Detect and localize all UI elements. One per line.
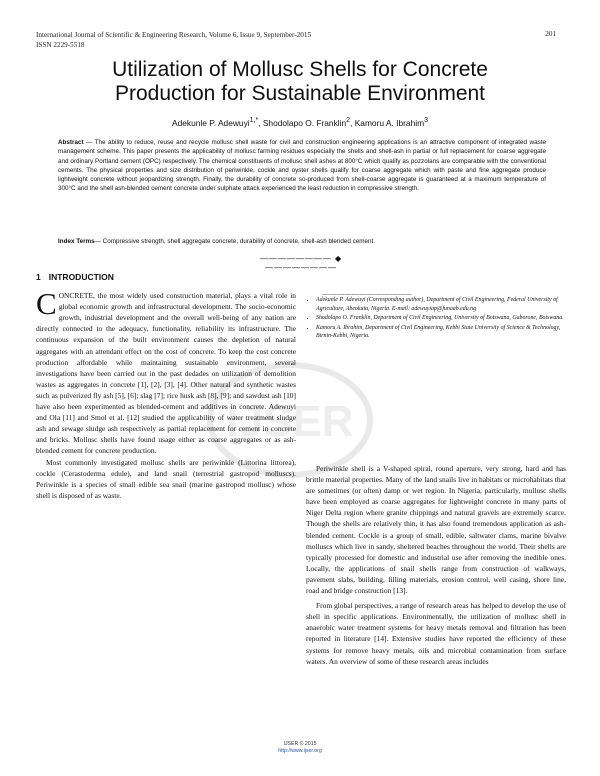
page-number: 201 — [545, 30, 556, 38]
right-column — [306, 463, 566, 667]
author-1: Adekunle P. Adewuyi — [172, 117, 250, 128]
section-number: 1 — [36, 272, 41, 282]
author-2-affil: 2 — [346, 117, 351, 124]
right-paragraph-2: From global perspectives, a range of research areas has helped to develop the use of shell in specific applications. Environmentally, the utilization of mollusc shell in anaerobic water treatment systems for heavy metals removal and filtration has been reported in literature [14]. Extensive studies have reported the efficiency of these systems for remove heavy metals, oils and microbial contamination from surface waters. An overview of some of these research areas includes — [306, 601, 566, 666]
index-terms — [58, 237, 546, 246]
title-line-2: Production for Sustainable Environment — [114, 82, 486, 105]
author-note: • Shodolapo O. Franklin, Department of Civil Engineering, University of Botswana, Gaborone, Botswana. — [316, 314, 566, 323]
intro-paragraph-1-text: ONCRETE, the most widely used construction material, plays a vital role in global economic growth and infrastructural development. The socio-economic growth, industrial development and the overall well-being of any nation are directly connected to the adequacy, functionality, reliability its infrastructure. The continuous expansion of the built environment causes the depletion of natural aggregates with an attendant effect on the cost of concrete. To keep the cost concrete production affordable while maintaining sustainable environment, several investigations have been carried out in the past dedades on utilization of demolition wastes as aggregates in concrete [1], [2], [3], [4]. Other natural and synthetic wastes such as pulverized fly ash [5], [6]; slag [7]; rice husk ash [8], [9]; and sawdust ash [10] have also been experimented as blended-cement and additives in concrete. Adewuyi and Ola [11] and Smol et al. [12] studied the applicability of water treatment sludge ash and sewage sludge ash respectively as partial replacement for cement in concrete and bricks. Mollusc shells have found usage either as coarse aggregates or as ash-blended cement for concrete production. — [36, 291, 296, 456]
author-note: • Adekunle P. Adewuyi (Corresponding author), Department of Civil Engineering, Federal University of Agriculture, Abeokuta, Nigeria. E-mail: adewuyiap@funaab.edu.ng — [316, 296, 566, 313]
right-paragraph-1: Periwinkle shell is a V-shaped spiral, round aperture, very strong, hard and has brittle material properties. Many of the land snails live in habitats or microhabitats that are sometimes (or often) damp or wet region. In Nigeria, particularly, mullusc shells have been employed as coarse aggregates for lightweight concrete in many parts of Niger Delta region where granite chippings and natural gravels are extremely scarce. Though the shells are relatively thin, it has also found tremendous application as ash-blended cement. Cockle is a group of small, edible, saltwater clams, marine bivalve molluscs which live in sandy, sheltered beaches throughout the world. Their shells are typically processed for domestic and industrial use after removing the inedible ones. Locally, the applications of snail shells range from construction of walkways, pavement slabs, building, filling materials, erosion control, well casing, shore line, road and bridge construction [13]. — [306, 464, 566, 596]
section-heading — [36, 272, 296, 283]
author-2: , Shodolapo O. Franklin — [258, 117, 347, 128]
index-terms-label: Index Terms — [58, 238, 95, 245]
issn: ISSN 2229-5518 — [36, 41, 85, 49]
abstract-text: — The ability to reduce, reuse and recycle mollusc shell waste for civil and construction engineering applications is an attractive component of integrated waste management scheme. This paper presents the applicability of mollusc farming residues especially the shells and shell-ash in partial or full replacement for coarse aggregate and ordinary Portland cement (OPC) respectively. The chemical constituents of mollusc shell ashes at 800°C which qualify as pozzolans are comparable with the conventional cements. The physical properties and size distribution of periwinkle, cockle and oyster shells qualify for coarse aggregate which with paste and fine aggregate produce lightweight concrete without jeopardizing strength. Finally, the durability of concrete so-produced from shell-coarse aggregate is guaranteed at a maximum temperature of 300°C and the shell ash-blended cement concrete under sulphate attack experienced the least reduction in compressive strength. — [58, 139, 546, 193]
left-column — [36, 272, 296, 501]
section-title: INTRODUCTION — [48, 272, 114, 282]
section-divider: ———————— ◆ ———————— — [259, 254, 343, 272]
intro-paragraph-2: Most commonly investigated mollusc shells are periwinkle (Littorina littorea), cockle (Cerastoderma edule), and land snail (terrestrial gastropod molluscs). Periwinkle is a species of small edible sea snail (marine gastropod mollusc) whose shell is disposed of as waste. — [36, 457, 296, 500]
author-note: • Kamoru A. Ibrahim, Department of Civil Engineering, Kebbi State University of Science & Technology, Birnin-Kebbi, Nigeria. — [316, 324, 566, 341]
page-footer — [0, 741, 600, 755]
drop-cap: C — [36, 286, 57, 322]
journal-name: International Journal of Scientific & Engineering Research, Volume 6, Issue 9, September-2015 — [36, 31, 312, 39]
title-line-1: Utilization of Mollusc Shells for Concrete — [112, 58, 488, 81]
paper-title — [40, 58, 560, 106]
journal-url[interactable]: http://www.ijser.org — [278, 748, 322, 754]
copyright: IJSER © 2015 — [283, 741, 317, 747]
author-notes — [306, 296, 566, 342]
author-notes-rule: ———————————— — [322, 290, 412, 298]
author-3: , Kamoru A. Ibrahim — [350, 117, 425, 128]
author-3-affil: 3 — [424, 117, 428, 124]
author-1-affil: 1,* — [249, 117, 259, 124]
abstract-label: Abstract — [58, 139, 84, 146]
intro-paragraph-1 — [36, 286, 296, 456]
author-list — [40, 117, 560, 128]
index-terms-text: — Compressive strength, shell aggregate concrete, durability of concrete, shell-ash blended cement. — [94, 238, 375, 245]
watermark-text: IJSER — [226, 397, 354, 446]
journal-header — [36, 30, 536, 50]
abstract — [58, 138, 546, 194]
